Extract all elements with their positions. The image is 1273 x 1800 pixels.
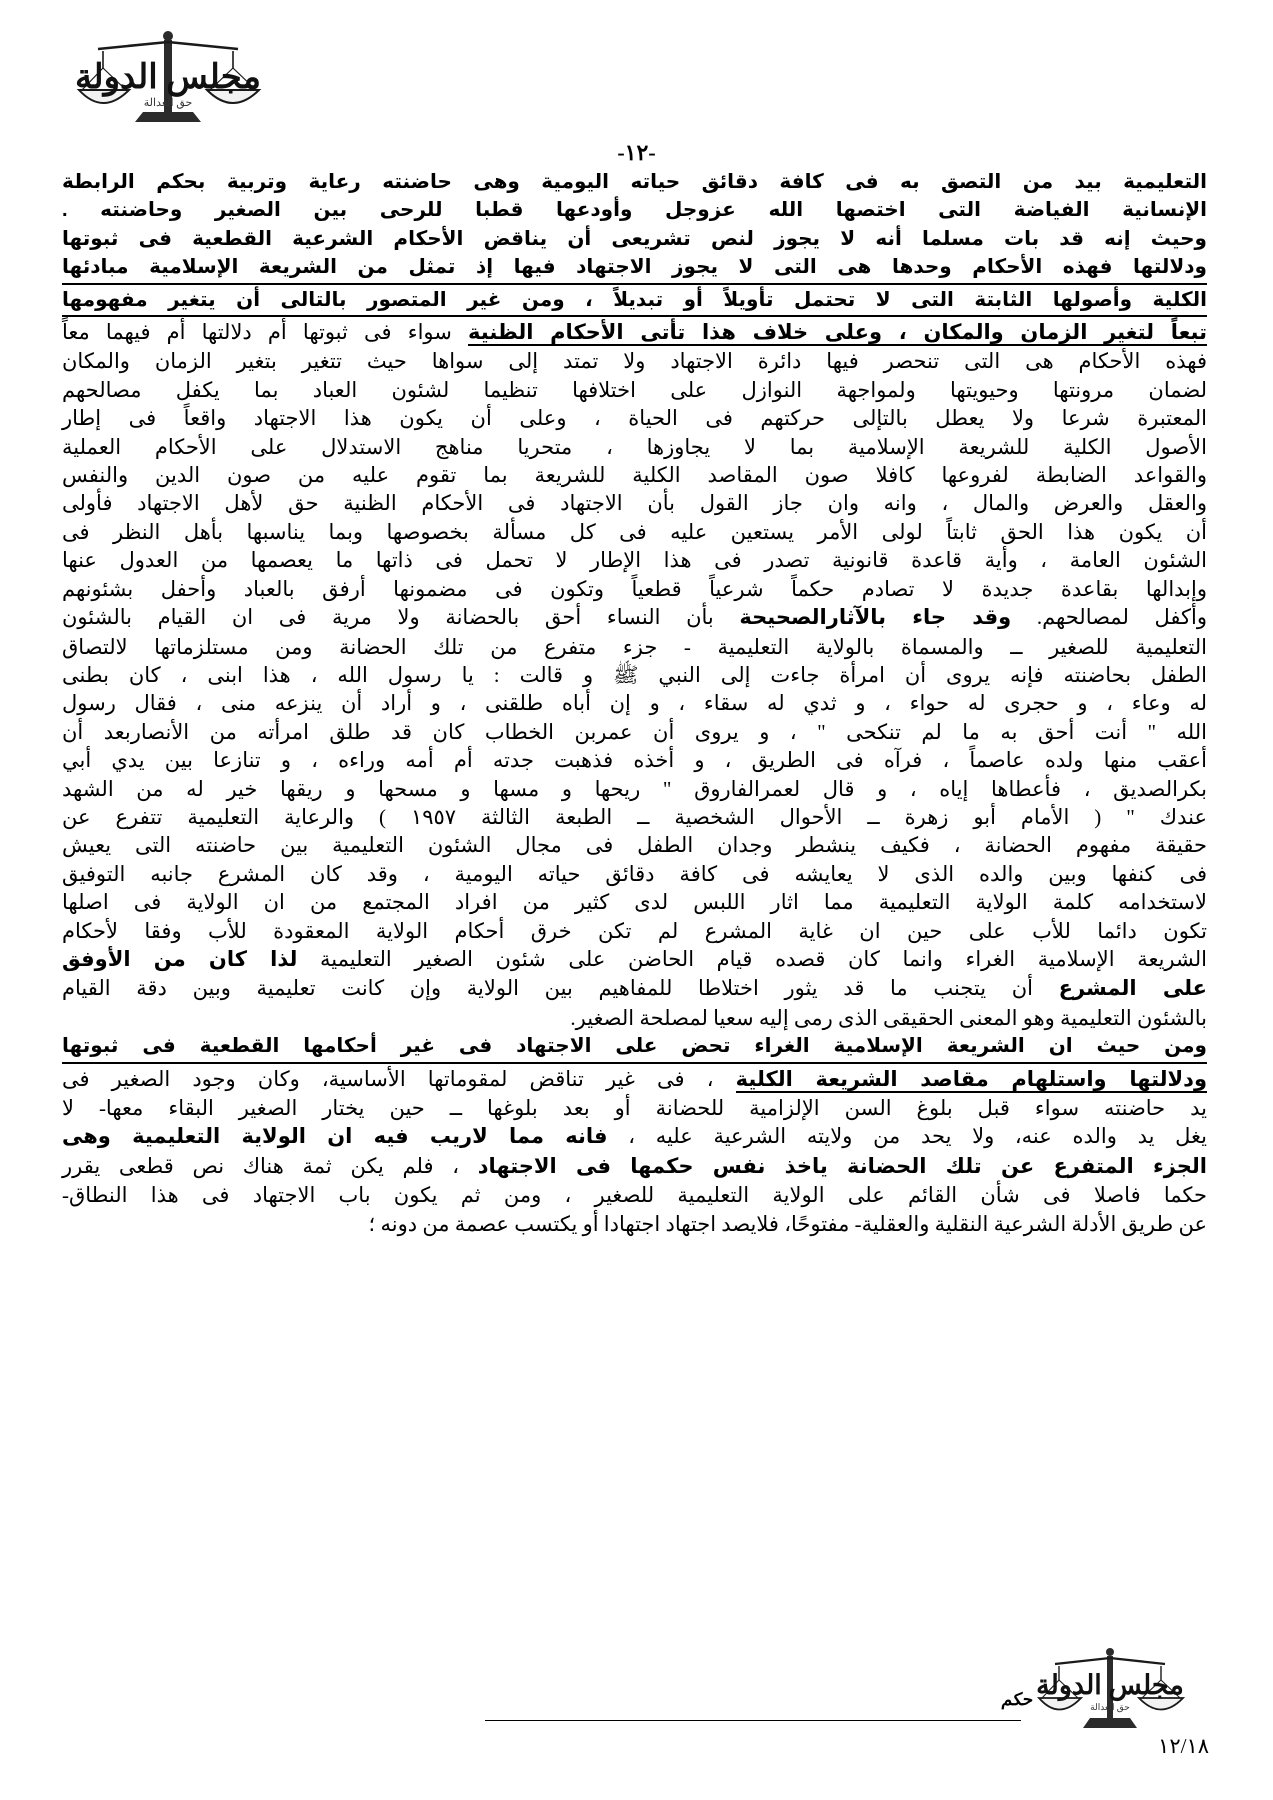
- text-line: الشئون العامة ، وأية قاعدة قانونية تصدر فى هذا الإطار لا تحمل فى ذاتها ما يعصمها من العدول عنها: [62, 548, 1207, 573]
- plain-text: يغل يد والده عنه، ولا يحد من ولايته الشرعية عليه ،: [607, 1124, 1207, 1149]
- plain-text: وأكفل لمصالحهم.: [1011, 605, 1207, 630]
- text-line: لضمان مرونتها وحيويتها ولمواجهة النوازل على اختلافها تنظيما لشئون العباد بما يكفل مصالحهم: [62, 377, 1207, 402]
- emphasis-bold: الجزء المتفرع عن تلك الحضانة ياخذ نفس حكمها فى الاجتهاد: [477, 1154, 1208, 1178]
- text-line: والعقل والعرض والمال ، وانه وان جاز القول بأن الاجتهاد فى الأحكام الظنية حق لأهل الاجتهاد فأولى: [62, 491, 1207, 516]
- footer-divider: [485, 1720, 1021, 1721]
- text-line: [62, 603, 1207, 632]
- emphasis-bold: فانه مما لاريب فيه ان الولاية التعليمية وهى: [62, 1125, 608, 1149]
- text-line: المعتبرة شرعا ولا يعطل بالتإلى حركتهم فى الحياة ، وعلى أن يكون هذا الاجتهاد واقعاً فى إطار: [62, 406, 1207, 431]
- text-line: الكلية وأصولها الثابتة التى لا تحتمل تأويلاً أو تبديلاً ، ومن غير المتصور بالتالى أن يتغير مفهومها: [62, 286, 1207, 317]
- plain-text: الشريعة الإسلامية الغراء وانما كان قصده قيام الحاضن على شئون الصغير التعليمية: [297, 946, 1207, 971]
- text-line: ودلالتها فهذه الأحكام وحدها هى التى لا يجوز الاجتهاد فيها إذ تمثل من الشريعة الإسلامية مبادئها: [62, 253, 1207, 284]
- text-line: ومن حيث ان الشريعة الإسلامية الغراء تحض على الاجتهاد فى غير أحكامها القطعية فى ثبوتها: [62, 1032, 1207, 1063]
- text-line: لاستخدامه كلمة الولاية التعليمية مما اثار اللبس لدى كثير من افراد المجتمع من ان الولاية فى اصلها: [62, 890, 1207, 915]
- text-line: وإبدالها بقاعدة جديدة لا تصادم حكماً شرعياً قطعياً وتكون فى مضمونها أرفق بالعباد وأحفل بشئونهم: [62, 576, 1207, 601]
- text-line: الله " أنت أحق به ما لم تنكحى " ، و يروى أن عمربن الخطاب كان قد طلق امرأته من الأنصاربعد أن: [62, 719, 1207, 744]
- text-line: بكرالصديق ، فأعطاها إياه ، و قال لعمرالفاروق " ريحها و مسها و مسحها و ريقها خير له من الشهد: [62, 776, 1207, 801]
- text-line: والقواعد الضابطة لفروعها كافلا صون المقاصد الكلية للشريعة بما تقوم عليه من صون الدين والنفس: [62, 463, 1207, 488]
- text-line: حكما فاصلا فى شأن القائم على الولاية التعليمية للصغير ، ومن ثم يكون باب الاجتهاد فى هذا النطاق-: [62, 1183, 1207, 1208]
- text-line: أن يكون هذا الحق ثابتاً لولى الأمر يستعين عليه فى كل مسألة بخصوصها وبما يناسبها بأهل النظر فى: [62, 519, 1207, 544]
- svg-text:حق العدالة: حق العدالة: [143, 97, 193, 109]
- text-line: [62, 1152, 1207, 1181]
- scales-of-justice-emblem-bottom: [1035, 1636, 1185, 1740]
- text-line: تكون دائما للأب على حين ان غاية المشرع لم تكن خرق أحكام الولاية المعقودة للأب وفقا لأحكام: [62, 918, 1207, 943]
- plain-text: سواء فى ثبوتها أم دلالتها أم فيهما معاً: [62, 320, 469, 345]
- text-line: بالشئون التعليمية وهو المعنى الحقيقى الذى رمى إليه سعيا لمصلحة الصغير.: [570, 1005, 1207, 1030]
- text-line: له وعاء ، و حجرى له حواء ، و ثدي له سقاء ، و إن أباه طلقنى ، و أراد أن ينزعه منى ، فقال رسول: [62, 691, 1207, 716]
- text-line: أعقب منها ولده عاصماً ، فرآه فى الطريق ، و أخذه فذهبت جدته أم أمه وراءه ، و تنازعا بين يدي أبي: [62, 748, 1207, 773]
- emphasis-underlined: تبعاً لتغير الزمان والمكان ، وعلى خلاف هذا تأتى الأحكام الظنية: [468, 321, 1207, 345]
- text-line: التعليمية للصغير ــ والمسماة بالولاية التعليمية - جزء متفرع من تلك الحضانة ومن مستلزماتها لالتصاق: [62, 634, 1207, 659]
- page-number: -١٢-: [617, 140, 656, 165]
- text-line: وحيث إنه قد بات مسلما أنه لا يجوز لنص تشريعى أن يناقض الأحكام الشرعية القطعية فى ثبوتها: [62, 227, 1207, 250]
- footer-page-reference: ١٢/١٨: [1158, 1734, 1209, 1758]
- svg-text:حق العدالة: حق العدالة: [1090, 1702, 1130, 1712]
- footer-handwritten-mark: حكم: [1000, 1690, 1035, 1709]
- text-line: عندك " ( الأمام أبو زهرة ــ الأحوال الشخصية ــ الطبعة الثالثة ١٩٥٧ ) والرعاية التعليمية تتفرع عن: [62, 804, 1207, 829]
- text-line: [62, 1065, 1207, 1094]
- text-line: يد حاضنته سواء قبل بلوغ السن الإلزامية للحضانة أو بعد بلوغها ــ حين يختار الصغير البقاء معها- لا: [62, 1096, 1207, 1120]
- plain-text: ، فلم يكن ثمة هناك نص قطعى يقرر: [62, 1153, 478, 1178]
- scales-of-justice-emblem-top: [73, 18, 263, 136]
- text-line: [62, 1122, 1207, 1151]
- text-line: الإنسانية الفياضة التى اختصها الله عزوجل وأودعها قطبا للرحى بين الصغير وحاضنته .: [62, 199, 1207, 222]
- emphasis-bold: وقد جاء بالآثارالصحيحة: [739, 606, 1012, 630]
- text-line: الطفل بحاضنته فإنه يروى أن امرأة جاءت إلى النبي ﷺ و قالت : يا رسول الله ، هذا ابنى ، كان بطنى: [62, 662, 1207, 687]
- text-line: فى كنفها وبين والده الذى لا يعايشه فى كافة دقائق حياته اليومية ، وقد كان المشرع جانبه التوفيق: [62, 861, 1207, 886]
- text-line: [62, 318, 1207, 347]
- emphasis-underlined: ودلالتها واستلهام مقاصد الشريعة الكلية: [735, 1067, 1208, 1091]
- text-line: [62, 945, 1207, 974]
- plain-text: بأن النساء أحق بالحضانة ولا مرية فى ان القيام بالشئون: [62, 605, 740, 630]
- text-line: فهذه الأحكام هى التى تنحصر فيها دائرة الاجتهاد ولا تمتد إلى سواها حيث تتغير بتغير الزمان والمكان: [62, 349, 1207, 374]
- text-line: التعليمية بيد من التصق به فى كافة دقائق حياته اليومية وهى حاضنته رعاية وتربية بحكم الرابطة: [62, 171, 1207, 193]
- text-line: عن طريق الأدلة الشرعية النقلية والعقلية- مفتوحًا، فلايصد اجتهاد اجتهادا أو يكتسب عصمة من دونه ؛: [368, 1211, 1207, 1236]
- text-line: حقيقة مفهوم الحضانة ، فكيف ينشطر وجدان الطفل فى مجال الشئون التعليمية بين حاضنته التى يعيش: [62, 833, 1207, 858]
- svg-text:مجلس الدولة: مجلس الدولة: [1036, 1670, 1184, 1700]
- svg-text:مجلس الدولة: مجلس الدولة: [75, 59, 261, 96]
- plain-text: أن يتجنب ما قد يثور اختلاطا للمفاهيم بين الولاية وإن كانت تعليمية وبين دقة القيام: [62, 976, 1059, 1001]
- text-line: [62, 974, 1207, 1003]
- document-body: [62, 168, 1207, 1238]
- text-line: الأصول الكلية للشريعة الإسلامية بما لا يجاوزها ، متحريا مناهج الاستدلال على الأحكام العملية: [62, 434, 1207, 459]
- plain-text: ، فى غير تناقض لمقوماتها الأساسية، وكان وجود الصغير فى: [62, 1066, 736, 1091]
- emphasis-bold: على المشرع: [1058, 977, 1207, 1001]
- emphasis-bold: لذا كان من الأوفق: [62, 947, 298, 971]
